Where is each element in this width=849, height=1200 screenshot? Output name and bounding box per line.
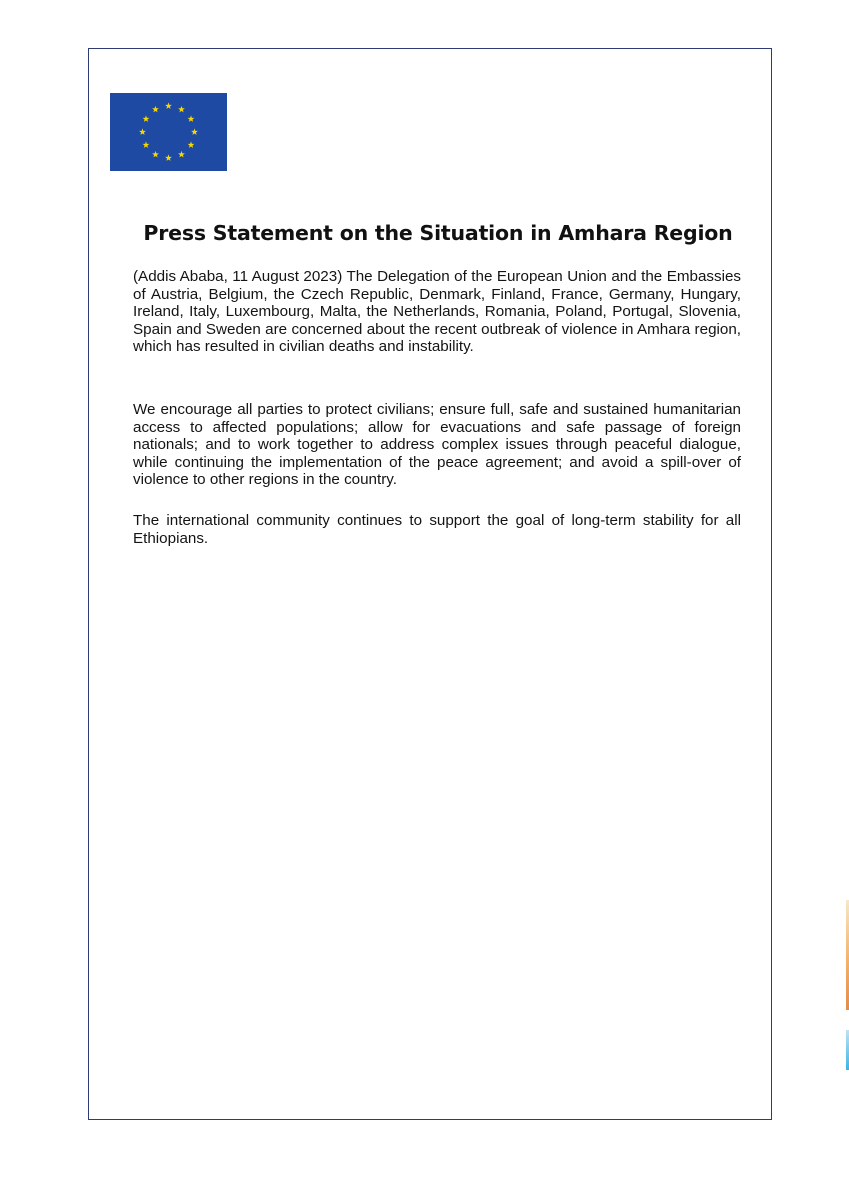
paragraph-intro: (Addis Ababa, 11 August 2023) The Delegation of the European Union and the Embassies of Austria, Belgium, the Czech Republic, Denmark, Finland, France, Germany, Hungary, Ireland, Italy, Luxembourg, Malta, the Netherlands, Romania, Poland, Portugal, Slovenia, Spain and Sweden are concerned about the recent outbreak of violence in Amhara region, which has resulted in civilian deaths and instability. <box>133 268 741 356</box>
eu-flag-logo <box>110 93 227 171</box>
page-border <box>88 48 772 1120</box>
paragraph-closing: The international community continues to support the goal of long-term stability for all Ethiopians. <box>133 512 741 547</box>
page-title: Press Statement on the Situation in Amhara Region <box>143 221 733 245</box>
paragraph-appeal: We encourage all parties to protect civilians; ensure full, safe and sustained humanitarian access to affected populations; allow for evacuations and safe passage of foreign nationals; and to work together to address complex issues through peaceful dialogue, while continuing the implementation of the peace agreement; and avoid a spill-over of violence to other regions in the country. <box>133 401 741 489</box>
